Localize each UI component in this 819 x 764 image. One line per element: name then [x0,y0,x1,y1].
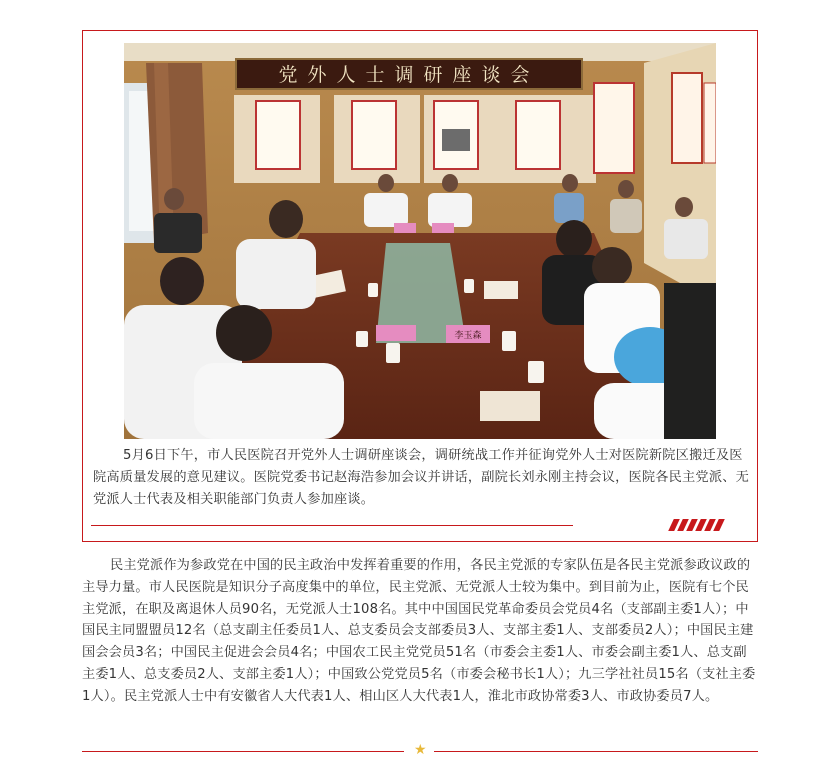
banner-text: 党外人士调研座谈会 [278,64,540,86]
footer-rule-right [434,751,758,752]
name-card-text: 李玉森 [454,331,482,341]
caption-divider [91,525,573,526]
star-icon: ★ [414,742,427,758]
meeting-photo-illustration [124,43,716,439]
decorative-stripes [671,519,735,531]
photo-card [82,30,758,542]
article-paragraph: 民主党派作为参政党在中国的民主政治中发挥着重要的作用，各民主党派的专家队伍是各民主党派参政议政的主导力量。市人民医院是知识分子高度集中的单位，民主党派、无党派人士较为集中。到目前为止，医院有七个民主党派，在职及离退休人员90名，无党派人士108名。其中中国国民党革命委员会党员4名（支部副主委1人）；中国民主同盟盟员12名（总支副主任委员1人、总支委员会支部委员3人、支部主委1人、支部委员2人）；中国民主建国会会员3名；中国民主促进会会员4名；中国农工民主党党员51名（市委会主委1人、市委会副主委1人、总支副主委1人、总支委员2人、支部主委1人）；中国致公党党员5名（市委会秘书长1人）；九三学社社员15名（支社主委1人）。民主党派人士中有安徽省人大代表1人、相山区人大代表1人，淮北市政协常委3人、市政协委员7人。 [82,558,756,704]
footer-rule-left [82,751,404,752]
photo-caption: 5月6日下午，市人民医院召开党外人士调研座谈会，调研统战工作并征询党外人士对医院新院区搬迁及医院高质量发展的意见建议。医院党委书记赵海浩参加会议并讲话，副院长刘永刚主持会议，医院各民主党派、无党派人士代表及相关职能部门负责人参加座谈。 [93,448,749,507]
meeting-photo [124,43,716,439]
